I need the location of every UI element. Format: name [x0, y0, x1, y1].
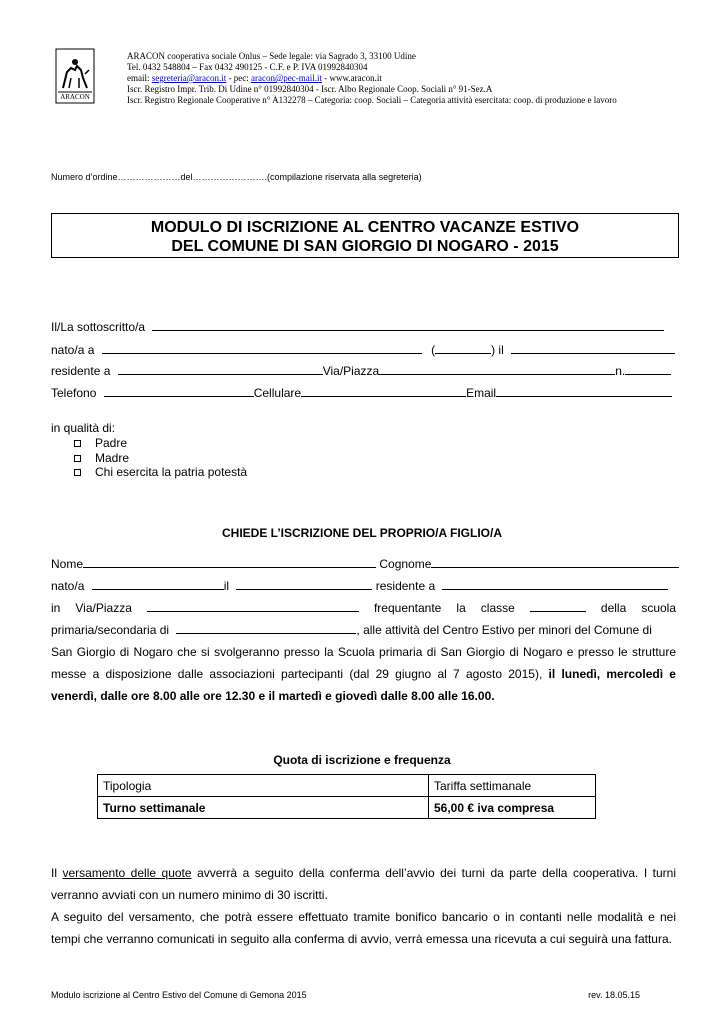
pagamento-paragraph: A seguito del versamento, che potrà essere effettuato tramite bonifico bancario o in contanti nelle modalità e nei tempi che verranno comunicati in seguito alla conferma di avvio, verrà emessa una ricevuta a cui seguirà una fattura.	[51, 910, 676, 946]
header-line-4: Iscr. Registro Impr. Trib. Di Udine n° 01992840304 - Iscr. Albo Regionale Coop. Sociali n° 91-Sez.A	[127, 84, 493, 94]
option-madre[interactable]	[74, 451, 129, 465]
label-email: Email	[466, 386, 497, 400]
label-la: la	[456, 601, 466, 615]
cell-turno: Turno settimanale	[98, 797, 429, 819]
field-telefono	[51, 386, 672, 400]
input-nato-a[interactable]	[102, 343, 422, 354]
order-number-line: Numero d’ordine…………………del…………………….(compilazione riservata alla segreteria)	[51, 172, 422, 182]
input-child-data[interactable]	[236, 579, 372, 590]
field-sottoscritto	[51, 320, 664, 334]
text-versamento-rest: avverrà a seguito della conferma dell’avvio dei turni da parte della cooperativa. I turni verranno avviati con un numero minimo di 30 iscritti.	[51, 866, 677, 902]
field-nome	[51, 557, 679, 571]
quota-heading: Quota di iscrizione e frequenza	[273, 753, 451, 767]
cell-prezzo: 56,00 € iva compresa	[429, 797, 596, 819]
text-versamento-underlined: versamento delle quote	[62, 866, 192, 880]
logo-text: ARACON	[60, 93, 90, 101]
paragraph-line-2: San Giorgio di Nogaro che si svolgeranno presso la Scuola primaria di San Giorgio di Nogaro e presso le strutture	[51, 645, 676, 659]
checkbox-icon[interactable]	[74, 440, 81, 447]
table-row	[98, 797, 596, 819]
field-child-via	[51, 601, 676, 615]
field-nato-a: nato/a a ( ) il	[51, 343, 675, 357]
input-provincia[interactable]	[435, 343, 491, 354]
email-link[interactable]: segreteria@aracon.it	[151, 73, 227, 83]
label-child-via: Via/Piazza	[75, 601, 132, 615]
header-line-3	[127, 73, 382, 84]
form-title	[51, 213, 679, 258]
checkbox-icon[interactable]	[74, 455, 81, 462]
checkbox-icon[interactable]	[74, 469, 81, 476]
input-sottoscritto[interactable]	[152, 320, 664, 331]
label-primaria: primaria/secondaria di	[51, 623, 170, 637]
versamento-paragraph	[51, 862, 676, 906]
label-frequentante: frequentante	[373, 601, 442, 615]
field-child-nato	[51, 579, 668, 593]
table-row	[98, 775, 596, 797]
input-email[interactable]	[496, 386, 672, 397]
label-sottoscritto: Il/La sottoscritto/a	[51, 320, 146, 334]
label-nato-a: nato/a a	[51, 343, 95, 357]
label-child-residente: residente a	[375, 579, 436, 593]
label-classe: classe	[480, 601, 515, 615]
option-padre-label: Padre	[95, 436, 128, 450]
input-nome[interactable]	[83, 557, 376, 568]
input-child-nato[interactable]	[92, 579, 224, 590]
label-child-il: il	[223, 579, 230, 593]
label-scuola: scuola	[641, 601, 676, 615]
fee-table	[97, 774, 596, 819]
header-line-5: Iscr. Registro Regionale Cooperative n° A132278 – Categoria: coop. Sociali – Categoria attività esercitata: coop. di produzione e lavoro	[127, 95, 617, 105]
label-della: della	[600, 601, 627, 615]
title-line-2: DEL COMUNE DI SAN GIORGIO DI NOGARO - 2015	[171, 238, 559, 255]
input-scuola[interactable]	[176, 623, 356, 634]
label-il: il	[498, 343, 504, 357]
qualita-label: in qualità di:	[51, 421, 116, 435]
input-child-residente[interactable]	[442, 579, 668, 590]
pec-link[interactable]: aracon@pec-mail.it	[251, 73, 323, 83]
field-residente	[51, 364, 671, 378]
label-in: in	[51, 601, 61, 615]
header-line-2: Tel. 0432 548804 – Fax 0432 490125 - C.F. e P. IVA 01992840304	[127, 62, 368, 72]
label-nome: Nome	[51, 557, 84, 571]
paragraph-line-4: venerdì, dalle ore 8.00 alle ore 12.30 e il martedì e giovedì dalle 8.00 alle 16.00.	[51, 689, 495, 703]
label-child-nato: nato/a	[51, 579, 85, 593]
label-cognome: Cognome	[379, 557, 432, 571]
input-telefono[interactable]	[104, 386, 254, 397]
chiede-heading: CHIEDE L’ISCRIZIONE DEL PROPRIO/A FIGLIO/A	[221, 526, 503, 540]
text-days-bold: il lunedì, mercoledì e	[548, 667, 676, 681]
pec-label: - pec:	[228, 73, 249, 83]
title-line-1: MODULO DI ISCRIZIONE AL CENTRO VACANZE ESTIVO	[150, 219, 580, 236]
label-cellulare: Cellulare	[253, 386, 302, 400]
aracon-logo	[55, 48, 95, 104]
footer-left: Modulo iscrizione al Centro Estivo del Comune di Gemona 2015	[51, 990, 307, 1000]
text-attivita: , alle attività del Centro Estivo per minori del Comune di	[356, 623, 652, 637]
email-label: email:	[127, 73, 150, 83]
text-date-range: messe a disposizione dalle associazioni partecipanti (dal 29 giugno al 7 agosto 2015),	[51, 667, 543, 681]
input-cognome[interactable]	[431, 557, 679, 568]
paragraph-line-3	[51, 667, 676, 681]
option-potesta[interactable]	[74, 465, 247, 479]
option-madre-label: Madre	[95, 451, 130, 465]
input-classe[interactable]	[530, 601, 586, 612]
text-il: Il	[51, 866, 57, 880]
label-via: Via/Piazza	[322, 364, 380, 378]
footer-revision: rev. 18.05.15	[588, 990, 640, 1000]
label-residente: residente a	[51, 364, 111, 378]
header-tariffa: Tariffa settimanale	[429, 775, 596, 797]
input-residente[interactable]	[118, 364, 323, 375]
header-tipologia: Tipologia	[98, 775, 429, 797]
input-via[interactable]	[379, 364, 615, 375]
input-cellulare[interactable]	[301, 386, 466, 397]
label-n: n.	[615, 364, 626, 378]
input-child-via[interactable]	[147, 601, 359, 612]
input-civico[interactable]	[625, 364, 671, 375]
header-line-1: ARACON cooperativa sociale Onlus – Sede legale: via Sagrado 3, 33100 Udine	[127, 51, 416, 61]
option-padre[interactable]	[74, 436, 127, 450]
web-address: - www.aracon.it	[324, 73, 382, 83]
label-telefono: Telefono	[51, 386, 97, 400]
input-data-nascita[interactable]	[511, 343, 675, 354]
field-primaria	[51, 623, 652, 637]
option-potesta-label: Chi esercita la patria potestà	[95, 465, 248, 479]
